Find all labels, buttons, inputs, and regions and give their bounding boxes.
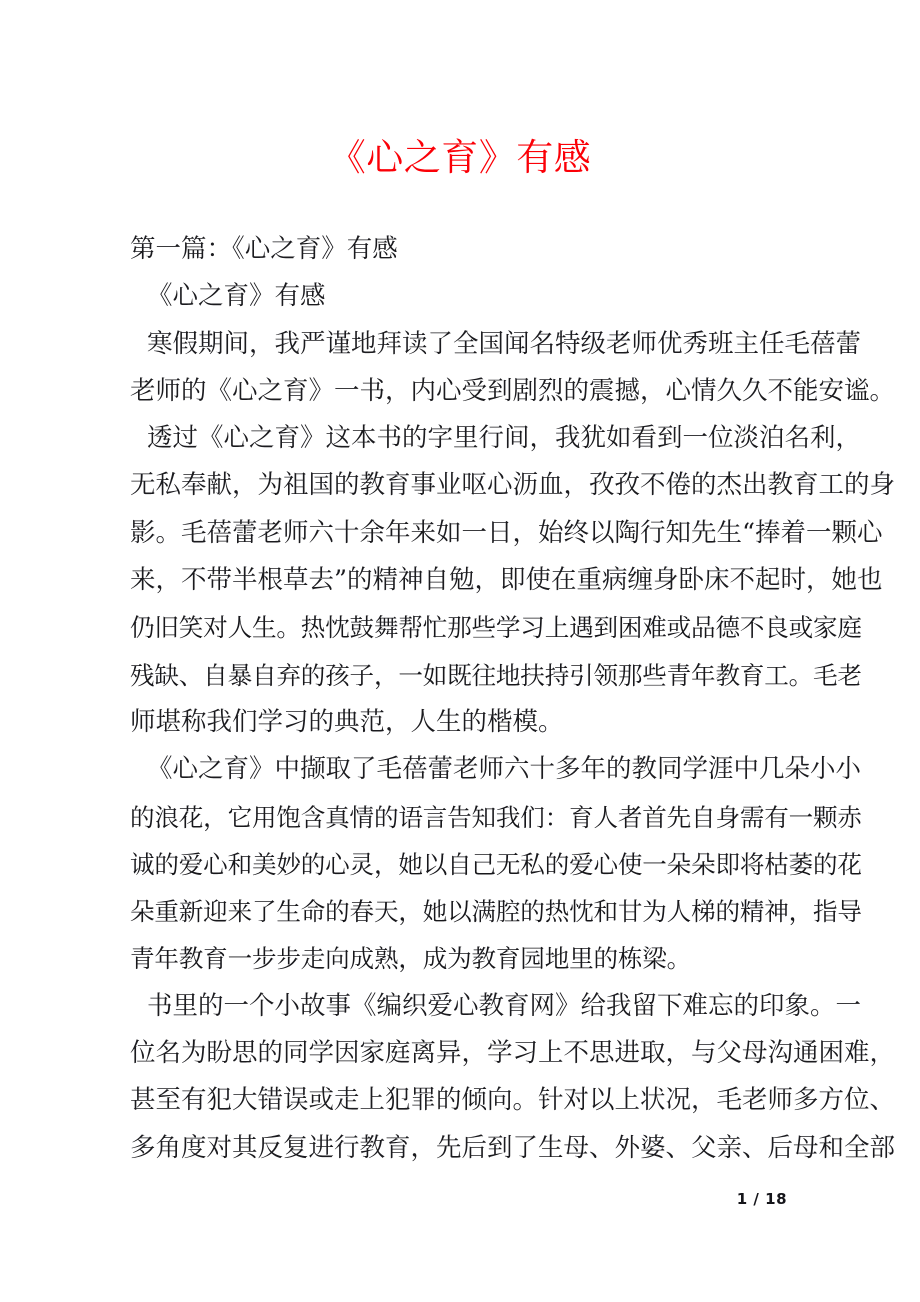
body-text-line: 位名为盼思的同学因家庭离异，学习上不思进取，与父母沟通困难， — [130, 1038, 896, 1069]
body-text-line: 残缺、自暴自弃的孩子，一如既往地扶持引领那些青年教育工。毛老 — [130, 660, 862, 690]
body-text-line: 《心之育》有感 — [147, 281, 326, 312]
body-text-line: 甚至有犯大错误或走上犯罪的倾向。针对以上状况，毛老师多方位、 — [130, 1085, 896, 1116]
body-text-line: 的浪花，它用饱含真情的语言告知我们：育人者首先自身需有一颗赤 — [130, 802, 862, 832]
body-text-line: 师堪称我们学习的典范，人生的楷模。 — [130, 706, 564, 737]
body-text-line: 朵重新迎来了生命的春天，她以满腔的热忱和甘为人梯的精神，指导 — [130, 897, 862, 927]
body-text-line: 透过《心之育》这本书的字里行间，我犹如看到一位淡泊名利， — [147, 423, 862, 454]
body-text-line: 仍旧笑对人生。热忱鼓舞帮忙那些学习上遇到困难或品德不良或家庭 — [130, 613, 862, 643]
body-text-line: 无私奉献，为祖国的教育事业呕心沥血，孜孜不倦的杰出教育工的身 — [130, 470, 896, 501]
document-body — [130, 226, 896, 1172]
page-title: 《心之育》有感 — [328, 136, 592, 179]
page-number-footer: 1 / 18 — [736, 1190, 787, 1208]
body-text-line: 诚的爱心和美妙的心灵，她以自己无私的爱心使一朵朵即将枯萎的花 — [130, 849, 862, 879]
body-text-line: 多角度对其反复进行教育，先后到了生母、外婆、父亲、后母和全部 — [130, 1132, 896, 1163]
body-text-line: 来，不带半根草去”的精神自勉，即使在重病缠身卧床不起时，她也 — [130, 565, 883, 596]
body-text-line: 第一篇：《心之育》有感 — [130, 234, 398, 264]
body-text-line: 影。毛蓓蕾老师六十余年来如一日，始终以陶行知先生“捧着一颗心 — [130, 517, 883, 548]
body-text-line: 老师的《心之育》一书，内心受到剧烈的震撼，心情久久不能安谧。 — [130, 375, 896, 406]
body-text-line: 书里的一个小故事《编织爱心教育网》给我留下难忘的印象。一 — [147, 990, 862, 1021]
body-text-line: 青年教育一步步走向成熟，成为教育园地里的栋梁。 — [130, 944, 692, 974]
body-text-line: 《心之育》中撷取了毛蓓蕾老师六十多年的教同学涯中几朵小小 — [147, 754, 862, 785]
body-text-line: 寒假期间，我严谨地拜读了全国闻名特级老师优秀班主任毛蓓蕾 — [147, 328, 862, 359]
